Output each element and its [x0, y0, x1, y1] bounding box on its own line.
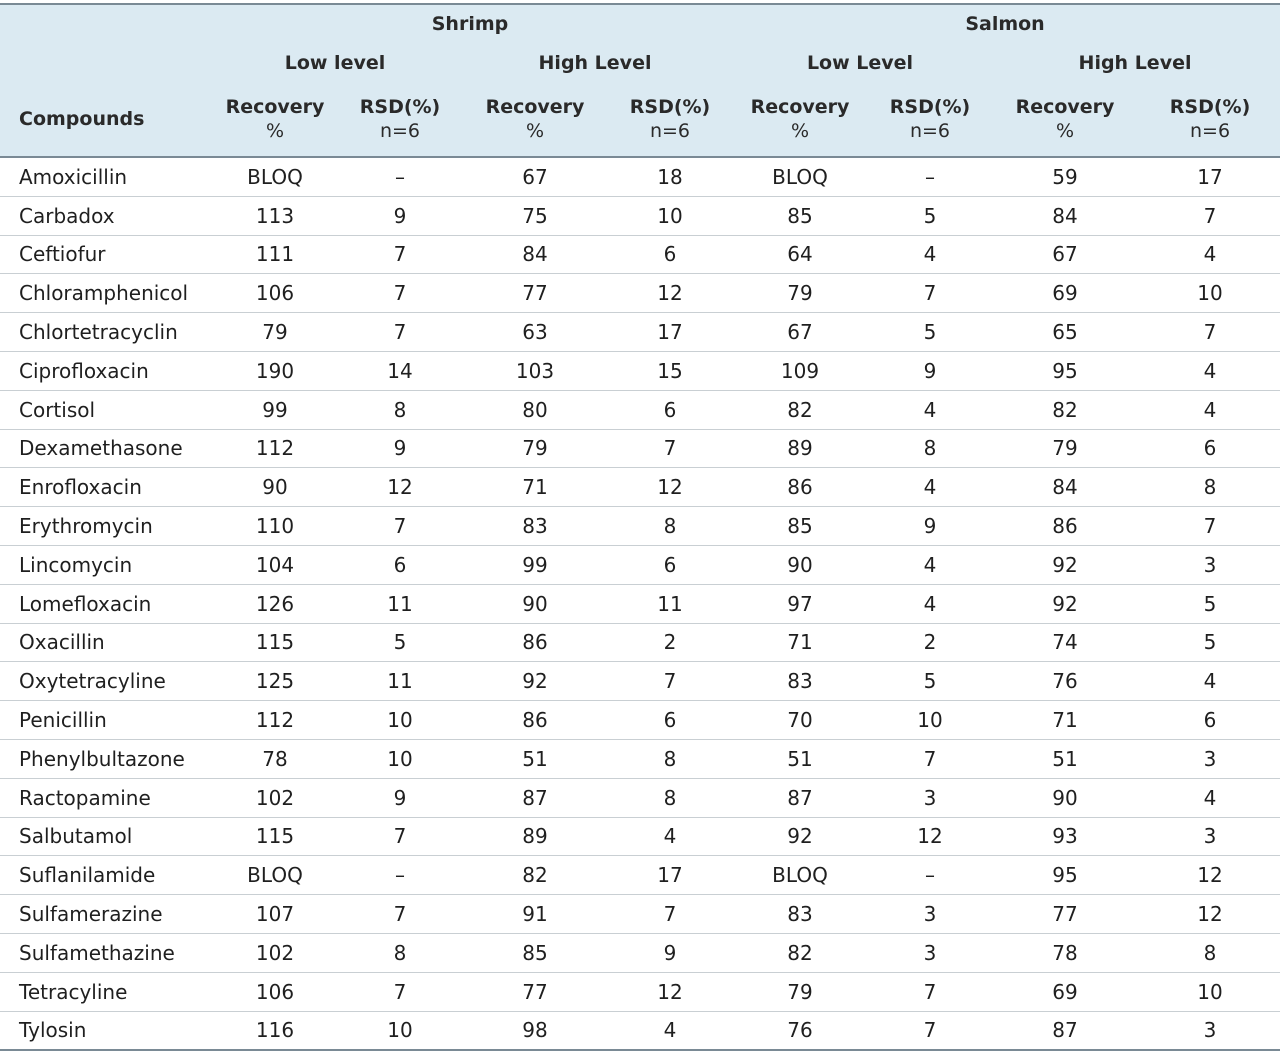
rsd-cell: 3 — [1140, 739, 1280, 778]
rsd-cell: 7 — [340, 235, 460, 274]
rsd-cell: 7 — [870, 972, 990, 1011]
recovery-cell: 125 — [210, 662, 340, 701]
recovery-cell: 71 — [730, 623, 870, 662]
header-recovery-label: Recovery — [485, 96, 585, 118]
rsd-cell: 11 — [610, 584, 730, 623]
compound-name: Oxytetracyline — [0, 662, 210, 701]
rsd-cell: 4 — [1140, 778, 1280, 817]
recovery-cell: 87 — [460, 778, 610, 817]
header-recovery-label: Recovery — [225, 96, 325, 118]
rsd-cell: 10 — [1140, 972, 1280, 1011]
rsd-cell: 10 — [340, 739, 460, 778]
rsd-cell: 11 — [340, 584, 460, 623]
compound-name: Sulfamethazine — [0, 933, 210, 972]
rsd-cell: 12 — [610, 972, 730, 1011]
table-row — [0, 351, 1280, 390]
rsd-cell: 4 — [610, 817, 730, 856]
compound-name: Lomefloxacin — [0, 584, 210, 623]
rsd-cell: 12 — [610, 274, 730, 313]
compound-name: Oxacillin — [0, 623, 210, 662]
recovery-cell: 75 — [460, 196, 610, 235]
recovery-cell: 113 — [210, 196, 340, 235]
rsd-cell: 5 — [870, 662, 990, 701]
rsd-cell: 7 — [340, 817, 460, 856]
recovery-cell: 71 — [460, 468, 610, 507]
table-row — [0, 972, 1280, 1011]
rsd-cell: 12 — [1140, 856, 1280, 895]
rsd-cell: 9 — [870, 507, 990, 546]
rsd-cell: 4 — [870, 235, 990, 274]
recovery-cell: 69 — [990, 972, 1140, 1011]
recovery-cell: 70 — [730, 701, 870, 740]
table-header — [0, 4, 1280, 157]
recovery-cell: 85 — [730, 196, 870, 235]
header-rsd — [610, 82, 730, 157]
recovery-cell: 82 — [730, 390, 870, 429]
recovery-cell: 86 — [460, 623, 610, 662]
header-recovery — [730, 82, 870, 157]
recovery-table — [0, 3, 1280, 1051]
header-recovery — [210, 82, 340, 157]
header-recovery — [990, 82, 1140, 157]
rsd-cell: 5 — [870, 313, 990, 352]
recovery-cell: 79 — [730, 274, 870, 313]
header-level-salmon-low: Low Level — [730, 43, 990, 82]
rsd-cell: 17 — [610, 856, 730, 895]
rsd-cell: 9 — [340, 429, 460, 468]
header-recovery-label: Recovery — [750, 96, 850, 118]
recovery-cell: 86 — [460, 701, 610, 740]
recovery-cell: 92 — [460, 662, 610, 701]
rsd-cell: 5 — [1140, 623, 1280, 662]
header-rsd — [870, 82, 990, 157]
recovery-cell: 51 — [460, 739, 610, 778]
header-rsd-n: n=6 — [649, 120, 691, 142]
recovery-cell: 111 — [210, 235, 340, 274]
recovery-cell: 84 — [460, 235, 610, 274]
header-blank — [0, 43, 210, 82]
compound-name: Lincomycin — [0, 545, 210, 584]
recovery-cell: BLOQ — [210, 856, 340, 895]
rsd-cell: 4 — [870, 468, 990, 507]
compound-name: Ceftiofur — [0, 235, 210, 274]
table-row — [0, 778, 1280, 817]
rsd-cell: 8 — [870, 429, 990, 468]
recovery-cell: 80 — [460, 390, 610, 429]
header-recovery-unit: % — [265, 120, 285, 142]
rsd-cell: 4 — [870, 390, 990, 429]
rsd-cell: 3 — [870, 895, 990, 934]
header-blank — [0, 4, 210, 43]
rsd-cell: – — [340, 157, 460, 196]
recovery-cell: 95 — [990, 856, 1140, 895]
table-row — [0, 507, 1280, 546]
recovery-cell: 112 — [210, 701, 340, 740]
recovery-cell: 116 — [210, 1011, 340, 1050]
rsd-cell: 4 — [1140, 662, 1280, 701]
recovery-cell: 106 — [210, 274, 340, 313]
recovery-cell: 78 — [990, 933, 1140, 972]
recovery-cell: 83 — [730, 895, 870, 934]
recovery-cell: 115 — [210, 623, 340, 662]
recovery-cell: 106 — [210, 972, 340, 1011]
rsd-cell: 14 — [340, 351, 460, 390]
recovery-cell: 92 — [990, 584, 1140, 623]
rsd-cell: 7 — [610, 895, 730, 934]
recovery-cell: 64 — [730, 235, 870, 274]
rsd-cell: 4 — [610, 1011, 730, 1050]
compound-name: Carbadox — [0, 196, 210, 235]
rsd-cell: 10 — [340, 701, 460, 740]
rsd-cell: 10 — [870, 701, 990, 740]
recovery-cell: 84 — [990, 196, 1140, 235]
table-row — [0, 856, 1280, 895]
header-rsd-n: n=6 — [1189, 120, 1231, 142]
rsd-cell: 10 — [610, 196, 730, 235]
rsd-cell: 2 — [870, 623, 990, 662]
recovery-cell: 51 — [730, 739, 870, 778]
rsd-cell: 8 — [610, 739, 730, 778]
compound-name: Ractopamine — [0, 778, 210, 817]
recovery-cell: 67 — [730, 313, 870, 352]
recovery-cell: 91 — [460, 895, 610, 934]
table-row — [0, 390, 1280, 429]
rsd-cell: 3 — [1140, 817, 1280, 856]
recovery-cell: 85 — [730, 507, 870, 546]
table-body — [0, 157, 1280, 1050]
recovery-cell: 71 — [990, 701, 1140, 740]
rsd-cell: 7 — [340, 507, 460, 546]
compound-name: Ciprofloxacin — [0, 351, 210, 390]
recovery-cell: 104 — [210, 545, 340, 584]
table-row — [0, 313, 1280, 352]
compound-name: Enrofloxacin — [0, 468, 210, 507]
recovery-cell: 85 — [460, 933, 610, 972]
rsd-cell: 10 — [1140, 274, 1280, 313]
rsd-cell: 3 — [1140, 1011, 1280, 1050]
rsd-cell: 7 — [610, 429, 730, 468]
compound-name: Tetracyline — [0, 972, 210, 1011]
header-rsd — [340, 82, 460, 157]
rsd-cell: 4 — [1140, 235, 1280, 274]
header-rsd-label: RSD(%) — [889, 96, 971, 118]
recovery-cell: 89 — [730, 429, 870, 468]
table-row — [0, 739, 1280, 778]
recovery-cell: 102 — [210, 933, 340, 972]
table-row — [0, 584, 1280, 623]
header-recovery-unit: % — [1055, 120, 1075, 142]
rsd-cell: 8 — [1140, 933, 1280, 972]
rsd-cell: 3 — [870, 778, 990, 817]
recovery-cell: 83 — [460, 507, 610, 546]
rsd-cell: 5 — [340, 623, 460, 662]
header-recovery-unit: % — [525, 120, 545, 142]
recovery-cell: 76 — [990, 662, 1140, 701]
recovery-cell: 110 — [210, 507, 340, 546]
rsd-cell: 12 — [610, 468, 730, 507]
rsd-cell: 7 — [1140, 196, 1280, 235]
recovery-cell: 92 — [990, 545, 1140, 584]
recovery-cell: 98 — [460, 1011, 610, 1050]
rsd-cell: 15 — [610, 351, 730, 390]
header-rsd-n: n=6 — [379, 120, 421, 142]
rsd-cell: 6 — [610, 701, 730, 740]
recovery-cell: BLOQ — [730, 157, 870, 196]
recovery-cell: 102 — [210, 778, 340, 817]
rsd-cell: 9 — [340, 196, 460, 235]
header-level-salmon-high: High Level — [990, 43, 1280, 82]
header-species-shrimp: Shrimp — [210, 4, 730, 43]
rsd-cell: 6 — [610, 390, 730, 429]
recovery-cell: 79 — [210, 313, 340, 352]
rsd-cell: 8 — [340, 933, 460, 972]
table-row — [0, 157, 1280, 196]
rsd-cell: 7 — [610, 662, 730, 701]
table-row — [0, 468, 1280, 507]
compound-name: Amoxicillin — [0, 157, 210, 196]
recovery-cell: 59 — [990, 157, 1140, 196]
recovery-cell: 74 — [990, 623, 1140, 662]
table-row — [0, 662, 1280, 701]
rsd-cell: 5 — [1140, 584, 1280, 623]
header-rsd — [1140, 82, 1280, 157]
header-species-salmon: Salmon — [730, 4, 1280, 43]
rsd-cell: 3 — [870, 933, 990, 972]
compound-name: Chloramphenicol — [0, 274, 210, 313]
rsd-cell: 11 — [340, 662, 460, 701]
rsd-cell: 7 — [340, 972, 460, 1011]
rsd-cell: 4 — [870, 584, 990, 623]
table-row — [0, 817, 1280, 856]
header-level-shrimp-high: High Level — [460, 43, 730, 82]
recovery-cell: 78 — [210, 739, 340, 778]
recovery-cell: 77 — [460, 972, 610, 1011]
rsd-cell: – — [870, 157, 990, 196]
table-row — [0, 933, 1280, 972]
table-row — [0, 235, 1280, 274]
compound-name: Erythromycin — [0, 507, 210, 546]
recovery-cell: 77 — [990, 895, 1140, 934]
compound-name: Salbutamol — [0, 817, 210, 856]
header-rsd-label: RSD(%) — [1169, 96, 1251, 118]
rsd-cell: 9 — [870, 351, 990, 390]
recovery-cell: 65 — [990, 313, 1140, 352]
rsd-cell: 7 — [1140, 313, 1280, 352]
rsd-cell: 3 — [1140, 545, 1280, 584]
rsd-cell: 9 — [340, 778, 460, 817]
rsd-cell: 7 — [340, 274, 460, 313]
recovery-cell: 87 — [990, 1011, 1140, 1050]
rsd-cell: 6 — [340, 545, 460, 584]
rsd-cell: 8 — [610, 778, 730, 817]
recovery-cell: BLOQ — [210, 157, 340, 196]
recovery-cell: 76 — [730, 1011, 870, 1050]
recovery-cell: 109 — [730, 351, 870, 390]
recovery-cell: 99 — [460, 545, 610, 584]
compound-name: Penicillin — [0, 701, 210, 740]
compound-name: Suflanilamide — [0, 856, 210, 895]
recovery-cell: 82 — [990, 390, 1140, 429]
rsd-cell: 8 — [610, 507, 730, 546]
table-row — [0, 196, 1280, 235]
table-row — [0, 429, 1280, 468]
recovery-cell: 83 — [730, 662, 870, 701]
header-level-shrimp-low: Low level — [210, 43, 460, 82]
rsd-cell: 18 — [610, 157, 730, 196]
recovery-cell: 107 — [210, 895, 340, 934]
table-row — [0, 545, 1280, 584]
rsd-cell: 6 — [610, 235, 730, 274]
compound-name: Phenylbultazone — [0, 739, 210, 778]
table-row — [0, 1011, 1280, 1050]
table-row — [0, 701, 1280, 740]
recovery-cell: 63 — [460, 313, 610, 352]
recovery-cell: 84 — [990, 468, 1140, 507]
rsd-cell: 12 — [1140, 895, 1280, 934]
compound-name: Tylosin — [0, 1011, 210, 1050]
table-row — [0, 274, 1280, 313]
rsd-cell: 4 — [1140, 351, 1280, 390]
recovery-cell: 82 — [460, 856, 610, 895]
recovery-cell: 90 — [730, 545, 870, 584]
rsd-cell: 6 — [1140, 429, 1280, 468]
rsd-cell: 4 — [870, 545, 990, 584]
header-compounds: Compounds — [0, 82, 210, 157]
table-row — [0, 623, 1280, 662]
rsd-cell: 6 — [610, 545, 730, 584]
rsd-cell: 7 — [870, 739, 990, 778]
rsd-cell: 12 — [340, 468, 460, 507]
recovery-cell: 67 — [460, 157, 610, 196]
compound-name: Chlortetracyclin — [0, 313, 210, 352]
rsd-cell: 7 — [1140, 507, 1280, 546]
recovery-cell: 90 — [460, 584, 610, 623]
recovery-cell: 51 — [990, 739, 1140, 778]
recovery-cell: 90 — [990, 778, 1140, 817]
recovery-cell: 112 — [210, 429, 340, 468]
recovery-cell: 86 — [990, 507, 1140, 546]
rsd-cell: 2 — [610, 623, 730, 662]
recovery-cell: 93 — [990, 817, 1140, 856]
recovery-cell: 82 — [730, 933, 870, 972]
header-rsd-label: RSD(%) — [359, 96, 441, 118]
rsd-cell: 7 — [340, 895, 460, 934]
recovery-cell: BLOQ — [730, 856, 870, 895]
recovery-cell: 99 — [210, 390, 340, 429]
rsd-cell: 17 — [610, 313, 730, 352]
compound-name: Sulfamerazine — [0, 895, 210, 934]
rsd-cell: 7 — [870, 1011, 990, 1050]
recovery-cell: 86 — [730, 468, 870, 507]
compound-name: Dexamethasone — [0, 429, 210, 468]
recovery-cell: 190 — [210, 351, 340, 390]
header-rsd-label: RSD(%) — [629, 96, 711, 118]
recovery-cell: 89 — [460, 817, 610, 856]
recovery-cell: 97 — [730, 584, 870, 623]
recovery-cell: 115 — [210, 817, 340, 856]
compound-name: Cortisol — [0, 390, 210, 429]
recovery-cell: 92 — [730, 817, 870, 856]
rsd-cell: – — [340, 856, 460, 895]
recovery-cell: 67 — [990, 235, 1140, 274]
recovery-cell: 79 — [460, 429, 610, 468]
header-recovery-label: Recovery — [1015, 96, 1115, 118]
table-row — [0, 895, 1280, 934]
rsd-cell: 6 — [1140, 701, 1280, 740]
recovery-cell: 87 — [730, 778, 870, 817]
rsd-cell: 4 — [1140, 390, 1280, 429]
rsd-cell: 7 — [870, 274, 990, 313]
recovery-cell: 126 — [210, 584, 340, 623]
header-recovery — [460, 82, 610, 157]
header-recovery-unit: % — [790, 120, 810, 142]
rsd-cell: 12 — [870, 817, 990, 856]
recovery-cell: 69 — [990, 274, 1140, 313]
rsd-cell: 7 — [340, 313, 460, 352]
recovery-cell: 103 — [460, 351, 610, 390]
rsd-cell: 9 — [610, 933, 730, 972]
header-rsd-n: n=6 — [909, 120, 951, 142]
rsd-cell: 8 — [1140, 468, 1280, 507]
rsd-cell: – — [870, 856, 990, 895]
recovery-cell: 79 — [730, 972, 870, 1011]
recovery-cell: 79 — [990, 429, 1140, 468]
recovery-cell: 90 — [210, 468, 340, 507]
rsd-cell: 10 — [340, 1011, 460, 1050]
rsd-cell: 8 — [340, 390, 460, 429]
rsd-cell: 17 — [1140, 157, 1280, 196]
recovery-cell: 77 — [460, 274, 610, 313]
rsd-cell: 5 — [870, 196, 990, 235]
recovery-cell: 95 — [990, 351, 1140, 390]
